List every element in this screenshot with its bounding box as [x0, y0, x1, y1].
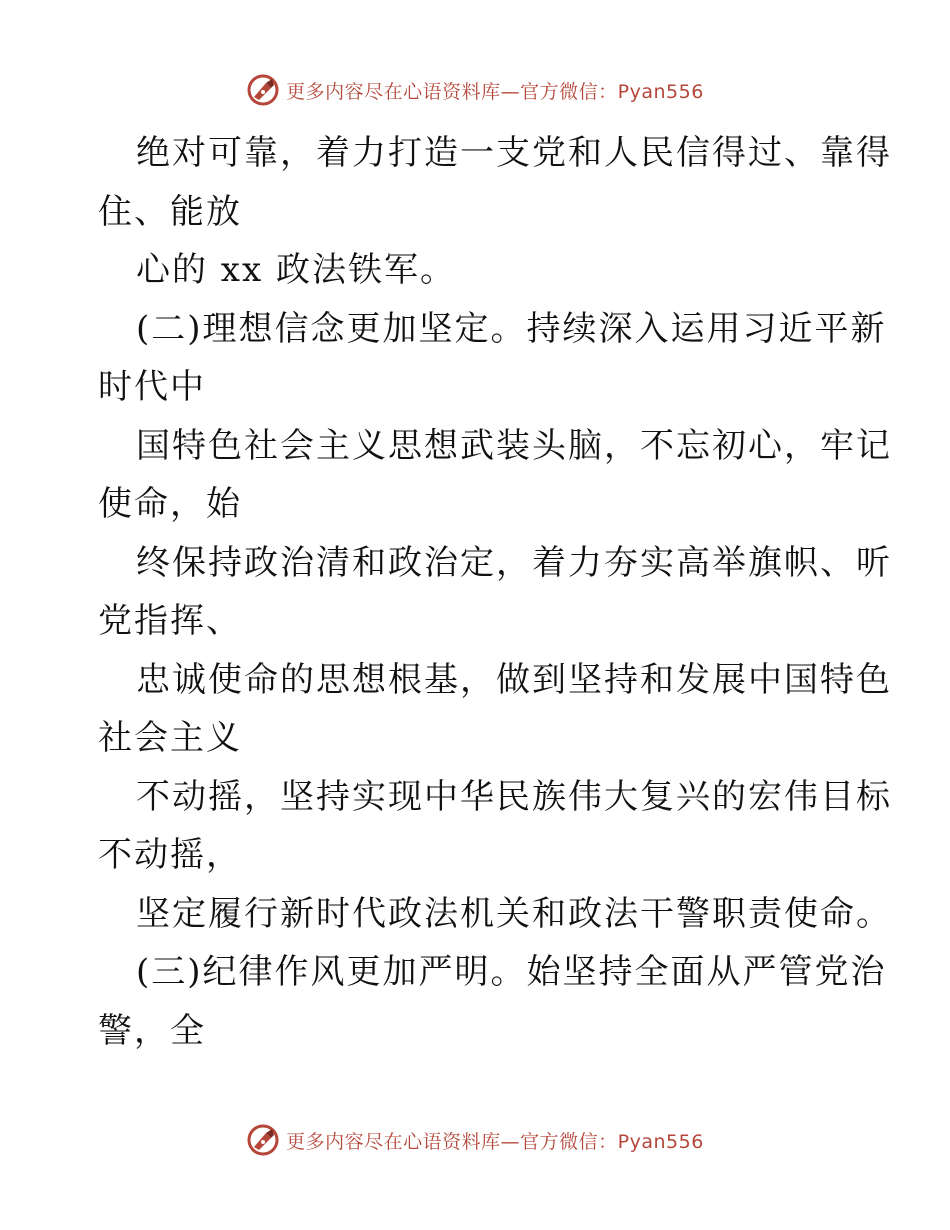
body-line: 住、能放	[98, 191, 242, 232]
body-line: 终保持政治清和政治定，着力夯实高举旗帜、听	[136, 542, 892, 583]
pen-nib-logo-icon	[246, 1123, 280, 1157]
body-line: 党指挥、	[98, 601, 242, 641]
body-line: 使命，始	[98, 484, 242, 524]
watermark-header-inner	[246, 73, 704, 107]
pen-nib-logo-icon	[246, 73, 280, 107]
body-line: 时代中	[98, 367, 206, 407]
watermark-footer-text: 更多内容尽在心语资料库—官方微信：Pyan556	[286, 1130, 704, 1153]
document-body	[98, 124, 892, 1060]
body-line: 忠诚使命的思想根基，做到坚持和发展中国特色	[136, 659, 892, 700]
body-line: 警，全	[98, 1010, 206, 1051]
body-line: 不动摇，坚持实现中华民族伟大复兴的宏伟目标	[136, 776, 892, 817]
watermark-header-text: 更多内容尽在心语资料库—官方微信：Pyan556	[286, 80, 704, 103]
body-line: 绝对可靠，着力打造一支党和人民信得过、靠得	[136, 133, 892, 173]
body-line: 不动摇，	[98, 835, 242, 875]
watermark-header	[0, 70, 950, 110]
watermark-footer-inner	[246, 1123, 704, 1157]
body-line: 坚定履行新时代政法机关和政法干警职责使命。	[136, 893, 892, 934]
watermark-footer	[0, 1120, 950, 1160]
body-line: 社会主义	[98, 718, 242, 758]
body-line: 国特色社会主义思想武装头脑，不忘初心，牢记	[136, 425, 892, 466]
body-line: 心的 xx 政法铁军。	[136, 250, 456, 290]
section-heading-line: (二)理想信念更加坚定。持续深入运用习近平新	[136, 308, 887, 349]
section-heading-line: (三)纪律作风更加严明。始坚持全面从严管党治	[136, 952, 887, 992]
